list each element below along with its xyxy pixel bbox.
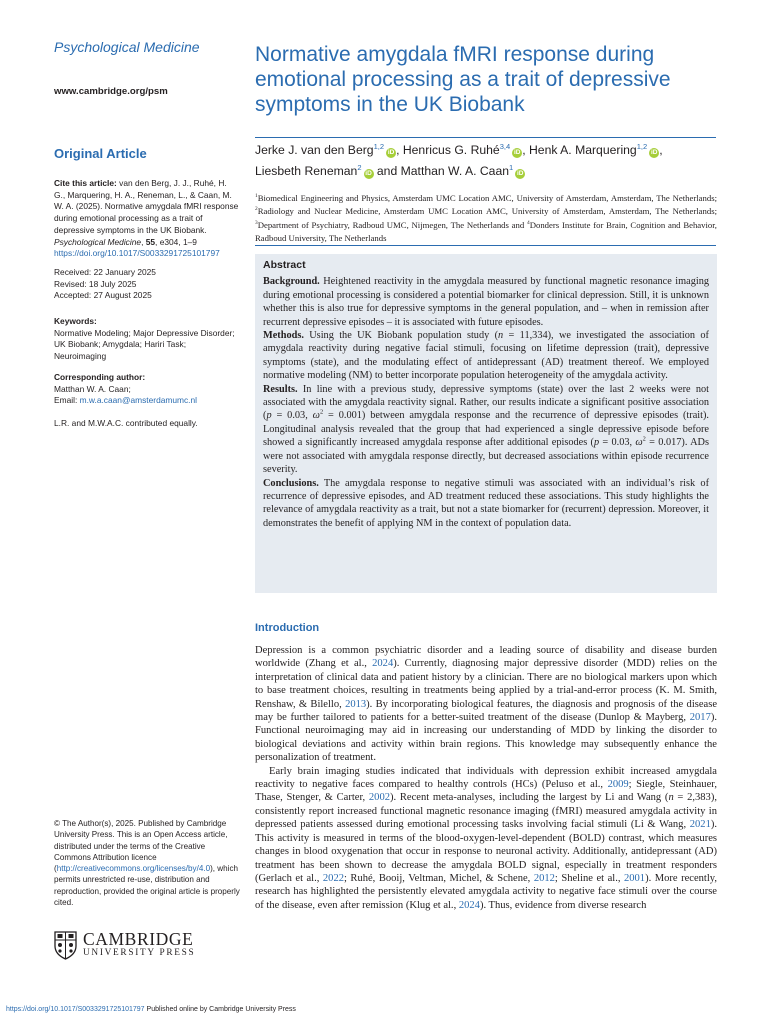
paragraph-text: Depression is a common psychiatric disorder and a leading source of disability and disease burden worldwide (Zhang et al.,: [255, 645, 717, 670]
italic-symbol: n: [668, 792, 674, 804]
orcid-icon[interactable]: iD: [516, 170, 524, 177]
author-separator: ,: [659, 143, 663, 157]
page-footer: [6, 1006, 296, 1013]
author-affiliation-marker[interactable]: 1: [509, 162, 514, 172]
corresponding-author-block: [54, 372, 240, 407]
introduction-body: [255, 644, 717, 912]
keywords-block: [54, 316, 240, 363]
introduction-paragraph-1: [255, 644, 717, 765]
licence-link[interactable]: http://creativecommons.org/licenses/by/4.0: [56, 864, 211, 874]
results-text: In line with a previous study, depressive symptoms (state) over the last 2 weeks were not associated with the amygdala reactivity signal. Rather, our results indicate a significant positive association (: [263, 383, 709, 422]
results-text: = 0.03,: [599, 437, 636, 449]
results-text: = 0.001) between amygdala response and the recurrence of depressive episodes (trait). Longitudinal analysis revealed that the group that had experienced a single depressive episode before showed a significantly increased amygdala response after additional episodes (: [263, 410, 709, 449]
logo-line-1: CAMBRIDGE: [83, 929, 194, 949]
author-name: Henk A. Marquering: [529, 143, 637, 157]
licence-statement: [54, 818, 240, 908]
paragraph-text: ; Sheline et al.,: [554, 872, 624, 884]
orcid-icon[interactable]: iD: [650, 149, 658, 156]
paragraph-text: ). More recently, research has highlighted the persistently elevated amygdala activity to negative face stimuli over the course of the disease, even after remission (Klug et al.,: [255, 872, 717, 911]
results-label: Results.: [263, 383, 298, 395]
methods-text: = 11,334), we investigated the association of amygdala reactivity during negative facial stimuli, focusing on lifetime depression (trait), depressive symptoms (state), and the modulating effect of antidepressant (AD) treatment thereof. We employed normative modeling (NM) to better incorporate population heterogeneity of the amygdala activity.: [263, 330, 709, 382]
citation-text: van den Berg, J. J., Ruhé, H. G., Marquering, H. A., Reneman, L., & Caan, M. W. A. (2025). Normative amygdala fMRI response during emotional processing as a trait of depressive symptoms in the UK Biobank.: [54, 178, 239, 235]
cambridge-university-press-logo: [54, 930, 195, 960]
affiliation-text: Department of Psychiatry, Radboud UMC, Nijmegen, The Netherlands and: [257, 219, 528, 230]
affiliation-number: 2: [255, 206, 258, 213]
article-dates: [54, 267, 156, 302]
email-label: Email:: [54, 395, 80, 406]
licence-text-1: © The Author(s), 2025. Published by Cambridge University Press. This is an Open Access article, distributed under the terms of the Creative Commons Attribution licence (: [54, 819, 228, 874]
author-affiliation-marker[interactable]: 3,4: [499, 141, 511, 151]
orcid-icon[interactable]: iD: [513, 149, 521, 156]
methods-n: n: [498, 330, 504, 342]
background-text: Heightened reactivity in the amygdala measured by functional magnetic resonance imaging during emotional processing is considered a potential biomarker for clinical depression. Still, it is unknown whether this is also true for depressive symptoms in the general population, and – when in remission after recurrent depressive episodes – it is associated with future episodes.: [263, 276, 709, 328]
abstract-heading: Abstract: [263, 259, 306, 271]
accepted-date: Accepted: 27 August 2025: [54, 290, 152, 301]
affiliation-number: 3: [255, 219, 258, 226]
corresponding-label: Corresponding author:: [54, 372, 146, 382]
citation-block: [54, 178, 240, 260]
author-name: Liesbeth Reneman: [255, 164, 358, 178]
title-rule: [255, 137, 716, 138]
affiliation-rule: [255, 245, 716, 246]
author-affiliation-marker[interactable]: 1,2: [636, 141, 648, 151]
author-list: [255, 140, 721, 182]
background-label: Background.: [263, 276, 320, 288]
orcid-icon[interactable]: iD: [365, 170, 372, 177]
citation-pages: , e304, 1–9: [155, 236, 197, 247]
methods-text: Using the UK Biobank population study (: [303, 330, 499, 342]
abstract-results: [263, 383, 709, 477]
reference-year-link[interactable]: 2017: [689, 712, 711, 724]
citation-doi-link[interactable]: https://doi.org/10.1017/S0033291725101797: [54, 248, 220, 259]
abstract-box: [255, 254, 717, 593]
author-separator: ,: [396, 143, 403, 157]
results-omega: ω: [635, 437, 643, 449]
reference-year-link[interactable]: 2002: [368, 792, 390, 804]
footer-doi-link[interactable]: https://doi.org/10.1017/S0033291725101797: [6, 1006, 145, 1013]
results-omega: ω: [312, 410, 320, 422]
paragraph-text: ). Recent meta-analyses, including the largest by Li and Wang (: [390, 792, 669, 804]
affiliation-number: 4: [527, 219, 530, 226]
author-separator: ,: [522, 143, 529, 157]
author-name: Henricus G. Ruhé: [402, 143, 500, 157]
author-affiliation-marker[interactable]: 2: [357, 162, 362, 172]
reference-year-link[interactable]: 2024: [458, 899, 480, 911]
results-square: 2: [319, 409, 324, 417]
corresponding-email-link[interactable]: m.w.a.caan@amsterdamumc.nl: [79, 395, 198, 406]
abstract-background: [263, 275, 709, 329]
results-text: = 0.03,: [271, 410, 313, 422]
paragraph-text: ). Thus, evidence from diverse research: [479, 899, 647, 911]
introduction-heading: Introduction: [255, 622, 320, 634]
reference-year-link[interactable]: 2013: [345, 698, 367, 710]
journal-name: Psychological Medicine: [54, 39, 200, 55]
results-p: p: [266, 410, 272, 422]
methods-label: Methods.: [263, 330, 304, 342]
orcid-icon[interactable]: iD: [387, 149, 395, 156]
citation-journal: Psychological Medicine: [54, 236, 142, 247]
citation-sep: ,: [141, 236, 146, 247]
contribution-note: L.R. and M.W.A.C. contributed equally.: [54, 418, 198, 428]
paragraph-text: ). Currently, diagnosing major depressive disorder (MDD) relies on the interpretation of clinical data and patient history by a clinician. There are no biological markers upon which to base treatment choices, resulting in treatments being applied by a trial-and-error process (K. M. Smith, Renshaw, & Bilello,: [255, 658, 717, 710]
received-date: Received: 22 January 2025: [54, 267, 156, 277]
journal-website[interactable]: www.cambridge.org/psm: [54, 86, 168, 97]
reference-year-link[interactable]: 2009: [607, 779, 629, 791]
paragraph-text: ; Siegle, Steinhauer, Thase, Stenger, & Carter,: [255, 779, 717, 804]
revised-date: Revised: 18 July 2025: [54, 278, 137, 289]
corresponding-name: Matthan W. A. Caan;: [54, 383, 131, 394]
affiliation-number: 1: [255, 193, 258, 200]
reference-year-link[interactable]: 2012: [533, 872, 555, 884]
author-name: Jerke J. van den Berg: [255, 143, 374, 157]
keywords-label: Keywords:: [54, 316, 97, 326]
paragraph-text: ; Ruhé, Booij, Veltman, Michel, & Schene,: [343, 872, 534, 884]
keywords-text: Normative Modeling; Major Depressive Disorder; UK Biobank; Amygdala; Hariri Task; Neuroimaging: [54, 327, 235, 362]
paragraph-text: ). This activity is measured in terms of the blood-oxygen-level-dependent (BOLD) contrast, which measures changes in blood oxygenation that occur in response to neuronal activity. Additionally, antidepressant (AD) treatment has been shown to decrease the amygdala BOLD signal, especially in treatment responders (Gerlach et al.,: [255, 819, 717, 884]
author-name: Matthan W. A. Caan: [400, 164, 510, 178]
introduction-paragraph-2: [255, 765, 717, 912]
abstract-conclusions: [263, 477, 709, 531]
results-p: p: [593, 437, 600, 449]
article-title: Normative amygdala fMRI response during emotional processing as a trait of depressive symptoms in the UK Biobank: [255, 43, 671, 116]
affiliations: [255, 192, 717, 245]
licence-text-2: ), which permits unrestricted re-use, distribution and reproduction, provided the original article is properly cited.: [54, 864, 240, 908]
author-separator: and: [373, 164, 401, 178]
conclusions-text: The amygdala response to negative stimuli was associated with an individual’s risk of recurrence of depressive episodes, and AD treatment reduced these associations. This study highlights the relevance of amygdala reactivity as a trait, but not a state biomarker for (recurrent) depression. Moreover, it demonstrates the benefit of applying NM in the context of population data.: [263, 477, 709, 529]
results-square: 2: [642, 435, 646, 443]
logo-line-2: UNIVERSITY PRESS: [83, 948, 196, 958]
corresponding-email-line: [54, 395, 240, 407]
paragraph-text: ). Functional neuroimaging may aid in increasing our understanding of MDD by linking the disorder to biological deviations and activity within brain regions. This knowledge may subsequently enhance the personalization of treatment.: [255, 712, 717, 764]
abstract-methods: [263, 329, 709, 383]
reference-year-link[interactable]: 2001: [623, 872, 646, 884]
paragraph-text: Early brain imaging studies indicated that individuals with depression exhibit increased amygdala reactivity to negative faces compared to healthy controls (HCs) (Peluso et al.,: [255, 765, 717, 791]
reference-year-link[interactable]: 2024: [372, 658, 394, 670]
citation-volume: 55: [145, 236, 156, 247]
article-type: Original Article: [54, 146, 147, 161]
conclusions-label: Conclusions.: [263, 477, 319, 489]
reference-year-link[interactable]: 2021: [689, 819, 711, 831]
affiliation-text: Donders Institute for Brain, Cognition and Behavior, Radboud University, The Netherlands: [255, 219, 717, 243]
shield-crest-icon: [54, 931, 77, 960]
citation-label: Cite this article:: [54, 178, 117, 188]
results-text: = 0.017). ADs were not associated with amygdala response directly, but decreased associations within episode recurrence severity.: [263, 437, 709, 476]
footer-published: Published online by Cambridge University Press: [144, 1006, 296, 1013]
author-affiliation-marker[interactable]: 1,2: [373, 141, 385, 151]
paragraph-text: ). By incorporating biological features, the diagnosis and prognosis of the disease may be further tailored to patients for a better-suited treatment of the disease (Dunlop & Mayberg,: [255, 698, 717, 724]
affiliation-text: Radiology and Nuclear Medicine, Amsterdam UMC Location AMC, University of Amsterdam, Amsterdam, The Netherlands;: [257, 206, 717, 217]
paragraph-text: = 2,383), consistently report increased functional magnetic resonance imaging (fMRI) measured amygdala activity in depressed patients assessed during emotional processing tasks involving facial stimuli (Li & Wang,: [255, 792, 717, 831]
affiliation-text: Biomedical Engineering and Physics, Amsterdam UMC Location AMC, University of Amsterdam, Amsterdam, The Netherlands;: [257, 193, 717, 203]
reference-year-link[interactable]: 2022: [322, 872, 344, 884]
